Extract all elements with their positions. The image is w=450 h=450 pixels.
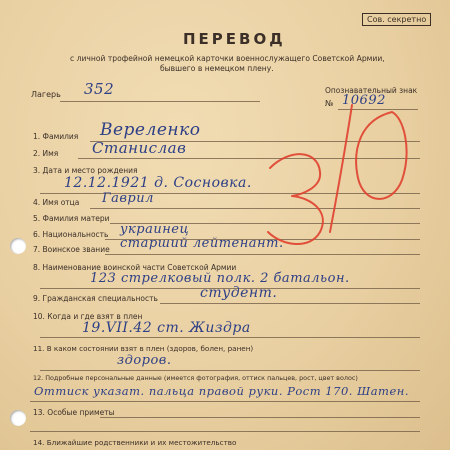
field-label-nationality: 6. Национальность: [33, 230, 109, 239]
field-label-rank: 7. Воинское звание: [33, 245, 110, 254]
field-label-unit: 8. Наименование воинской части Советской Армии: [33, 263, 237, 272]
field-value-personal-data: Оттиск указат. пальца правой руки. Рост 170. Шатен.: [34, 384, 409, 398]
field-value-father-name: Гаврил: [102, 191, 154, 206]
field-value-surname: Вереленко: [100, 120, 201, 140]
document-title: ПЕРЕВОД: [183, 30, 286, 48]
field-label-mother-surname: 5. Фамилия матери: [33, 214, 110, 223]
field-label-condition: 11. В каком состоянии взят в плен (здоров, болен, ранен): [33, 344, 254, 353]
field-label-first-name: 2. Имя: [33, 149, 59, 158]
id-tag-value: 10692: [342, 93, 386, 108]
field-value-civil-profession: студент.: [200, 285, 278, 301]
document-subtitle-line2: бывшего в немецком плену.: [160, 64, 274, 73]
field-label-surname: 1. Фамилия: [33, 132, 79, 141]
id-tag-prefix: №: [325, 99, 334, 108]
field-label-civil-profession: 9. Гражданская специальность: [33, 294, 158, 303]
field-label-personal-data: 12. Подробные персональные данные (имеется фотография, оттиск пальцев, рост, цвет волос): [33, 374, 358, 382]
field-value-unit: 123 стрелковый полк. 2 батальон.: [90, 271, 350, 286]
field-value-capture: 19.VII.42 ст. Жиздра: [82, 320, 251, 336]
field-value-first-name: Станислав: [92, 139, 187, 157]
field-label-birth: 3. Дата и место рождения: [33, 166, 138, 175]
field-value-nationality: украинец: [120, 222, 190, 237]
field-value-condition: здоров.: [117, 353, 172, 368]
classification-stamp: Сов. секретно: [362, 13, 431, 26]
field-label-father-name: 4. Имя отца: [33, 198, 80, 207]
field-value-birth: 12.12.1921 д. Сосновка.: [64, 175, 252, 191]
field-label-capture: 10. Когда и где взят в плен: [33, 312, 143, 321]
id-tag-label: Опознавательный знак: [325, 86, 418, 95]
document-subtitle-line1: с личной трофейной немецкой карточки военнослужащего Советской Армии,: [70, 54, 385, 63]
camp-label: Лагерь: [31, 90, 61, 99]
camp-value: 352: [84, 80, 115, 98]
field-label-special-marks: 13. Особые приметы: [33, 408, 115, 417]
field-label-relatives: 14. Ближайшие родственники и их местожительство: [33, 438, 237, 447]
field-value-rank: старший лейтенант.: [120, 236, 284, 251]
